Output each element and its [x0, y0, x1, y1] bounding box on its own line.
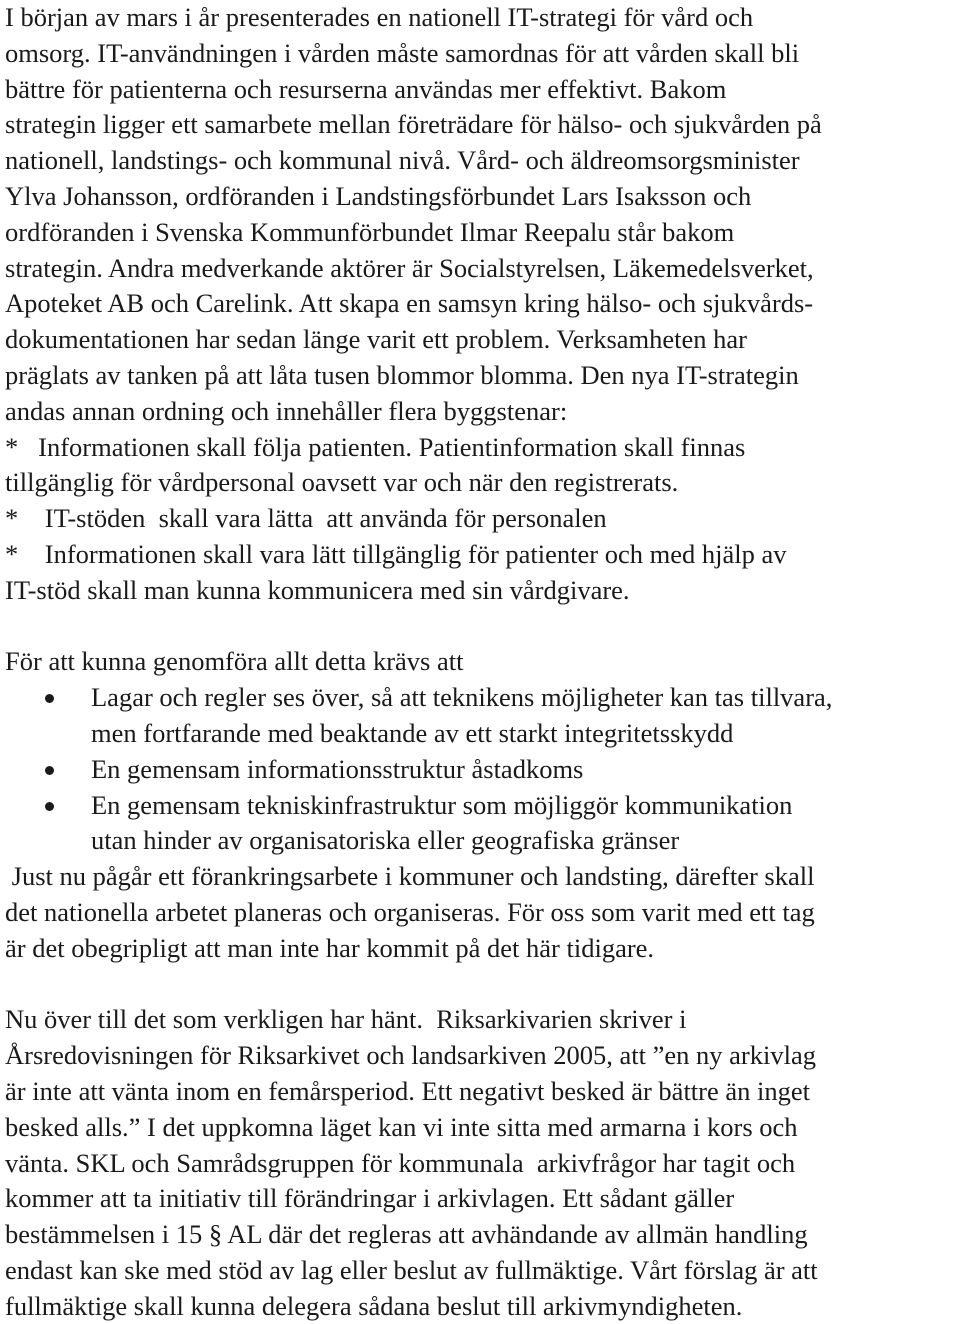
- text-line: besked alls.” I det uppkomna läget kan vi inte sitta med armarna i kors och: [5, 1111, 798, 1142]
- text-line: Just nu pågår ett förankringsarbete i kommuner och landsting, därefter skall: [5, 861, 815, 892]
- text-line: Årsredovisningen för Riksarkivet och landsarkiven 2005, att ”en ny arkivlag: [5, 1040, 816, 1071]
- text-line: * Informationen skall vara lätt tillgänglig för patienter och med hjälp av: [5, 538, 787, 569]
- list-item: [5, 752, 957, 788]
- text-line: kommer att ta initiativ till förändringar i arkivlagen. Ett sådant gäller: [5, 1183, 735, 1214]
- text-line: I början av mars i år presenterades en nationell IT-strategi för vård och: [5, 2, 754, 32]
- list-item: [5, 788, 957, 860]
- text-line: bestämmelsen i 15 § AL där det regleras att avhändande av allmän handling: [5, 1219, 808, 1250]
- text-line: det nationella arbetet planeras och organiseras. För oss som varit med ett tag: [5, 896, 815, 927]
- list-item-text: En gemensam tekniskinfrastruktur som möjliggör kommunikation: [91, 789, 793, 820]
- bullet-icon: [45, 802, 54, 811]
- text-line: nationell, landstings- och kommunal nivå. Vård- och äldreomsorgsminister: [5, 145, 800, 176]
- text-line: andas annan ordning och innehåller flera byggstenar:: [5, 395, 568, 426]
- text-line: Nu över till det som verkligen har hänt. Riksarkivarien skriver i: [5, 1004, 687, 1035]
- list-item-text: En gemensam informationsstruktur åstadkoms: [91, 753, 584, 784]
- text-line: är det obegripligt att man inte har kommit på det här tidigare.: [5, 932, 655, 963]
- requirements-intro: För att kunna genomföra allt detta krävs att: [5, 646, 464, 677]
- list-item: [5, 680, 957, 752]
- text-line: * Informationen skall följa patienten. Patientinformation skall finnas: [5, 431, 746, 462]
- spacer: [5, 609, 957, 645]
- text-line: fullmäktige skall kunna delegera sådana beslut till arkivmyndigheten.: [5, 1290, 743, 1321]
- text-line: endast kan ske med stöd av lag eller beslut av fullmäktige. Vårt förslag är att: [5, 1254, 818, 1285]
- bullet-icon: [45, 766, 54, 775]
- paragraph-archive-law: [5, 1002, 957, 1324]
- paragraph-it-strategy: [5, 0, 957, 609]
- requirements-list: [5, 680, 957, 859]
- text-line: vänta. SKL och Samrådsgruppen för kommunala arkivfrågor har tagit och: [5, 1147, 796, 1178]
- text-line: ordföranden i Svenska Kommunförbundet Ilmar Reepalu står bakom: [5, 216, 735, 247]
- text-line: bättre för patienterna och resurserna användas mer effektivt. Bakom: [5, 73, 727, 104]
- text-line: IT-stöd skall man kunna kommunicera med sin vårdgivare.: [5, 574, 630, 605]
- list-item-text: Lagar och regler ses över, så att teknikens möjligheter kan tas tillvara,: [91, 682, 833, 713]
- text-line: * IT-stöden skall vara lätta att använda för personalen: [5, 503, 607, 534]
- text-line: strategin. Andra medverkande aktörer är Socialstyrelsen, Läkemedelsverket,: [5, 252, 814, 283]
- text-line: strategin ligger ett samarbete mellan företrädare för hälso- och sjukvården på: [5, 109, 822, 140]
- paragraph-anchoring: [5, 859, 957, 966]
- text-line: är inte att vänta inom en femårsperiod. Ett negativt besked är bättre än inget: [5, 1075, 811, 1106]
- text-line: omsorg. IT-användningen i vården måste samordnas för att vården skall bli: [5, 37, 800, 68]
- text-line: tillgänglig för vårdpersonal oavsett var och när den registrerats.: [5, 467, 679, 498]
- text-line: präglats av tanken på att låta tusen blommor blomma. Den nya IT-strategin: [5, 359, 799, 390]
- text-line: Apoteket AB och Carelink. Att skapa en samsyn kring hälso- och sjukvårds-: [5, 288, 814, 319]
- document-page: [5, 0, 957, 1324]
- spacer: [5, 967, 957, 1003]
- text-line: dokumentationen har sedan länge varit ett problem. Verksamheten har: [5, 324, 747, 355]
- bullet-icon: [45, 694, 54, 703]
- list-item-text: utan hinder av organisatoriska eller geografiska gränser: [91, 825, 680, 856]
- list-item-text: men fortfarande med beaktande av ett starkt integritetsskydd: [91, 717, 734, 748]
- text-line: Ylva Johansson, ordföranden i Landstingsförbundet Lars Isaksson och: [5, 180, 752, 211]
